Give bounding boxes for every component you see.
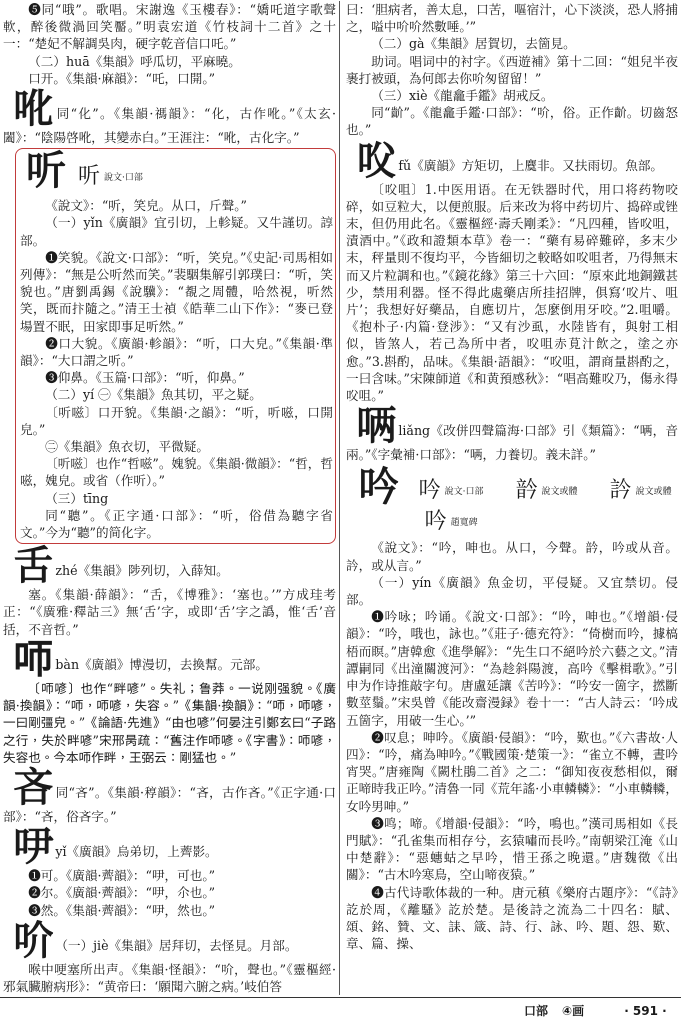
head-character: 舌: [13, 543, 54, 590]
radical-label: 口部: [524, 1004, 549, 1019]
paragraph: 〔㕮咀〕1.中医用语。在无铁器时代，用口将药物咬碎，如豆粒大，以便煎服。后来改为将中药切片、捣碎或锉末，但仍用此名。《靈樞經·壽夭剛柔》：“凡四種，皆㕮咀，漬酒中。”《政和證類本草》卷一：“藥有易碎難碎，多末少末，秤量則不復均平，今皆細切之較略如㕮咀者，乃得無末而又片粒調和也。”《鏡花緣》第三十六回：“原來此地銅鐵甚少，禁用利器。怪不得此處藥店所挂招牌，俱寫‘㕮片、咀片’；我想好好藥品，自應切片，怎麼倒用牙咬。”2.咀嚼。《抱朴子·内篇·登涉》：“又有沙虱，水陸皆有，與射工相似，皆煞人，若己為所中者，㕮咀赤莧汁飲之，塗之亦愈。”3.斟酌，品味。《集韻·語韻》：“㕮咀，謂商量斟酌之，一曰含味。”宋陳師道《和黄預感秋》：“唱高難㕮乃，傷永得㕮咀。”: [346, 181, 678, 404]
seal-form: 訡: [609, 478, 632, 504]
form-source: 說文或體: [635, 487, 672, 498]
paragraph: ❷尔。《廣韻·薺韻》：“吚，尒也。”: [28, 885, 216, 901]
paragraph: ❹古代诗歌体裁的一种。唐元稹《樂府古題序》：“《詩》訖於周，《離騷》訖於楚。是後詩之流為二十四名：賦、頌、銘、贊、文、誄、箴、詩、行、詠、吟、題、怨、歎、章、篇、操、: [346, 884, 678, 952]
entry-text: zhé《集韻》陟列切，入薛知。: [55, 563, 229, 579]
paragraph: ❶可。《廣韻·薺韻》：“吚，可也。”: [28, 868, 216, 884]
seal-source: 說文·口部: [104, 173, 143, 184]
form-source: 說文·口部: [444, 487, 484, 498]
character-forms: [346, 465, 678, 535]
clerical-form: 吟: [424, 509, 447, 535]
entry-text: yǐ《廣韻》烏弟切，上薺影。: [55, 844, 218, 860]
entry-text: bàn《廣韻》博漫切，去換幫。元部。: [55, 656, 268, 672]
entry-text: （一）jiè《集韻》居拜切，去怪見。月部。: [55, 937, 298, 953]
paragraph: （二）huā《集韻》呼瓜切，平麻曉。: [28, 53, 241, 69]
paragraph: ❸然。《集韻·薺韻》：“吚，然也。”: [28, 902, 216, 918]
head-character: 吪: [13, 86, 54, 133]
highlighted-entry-yin: [15, 148, 336, 544]
head-character: 㕮: [356, 137, 397, 184]
seal-form: 吟: [418, 478, 441, 504]
form-source: 說文或體: [541, 487, 578, 498]
stroke-label: ④画: [562, 1004, 585, 1019]
left-column: [3, 1, 339, 995]
head-character: 吚: [13, 824, 54, 871]
entry-lin: [3, 764, 336, 825]
entry-yi: [3, 824, 336, 919]
head-character: 𠯗: [13, 636, 54, 683]
entry-text: 同“吝”。《集韻·稕韻》：“吝，古作吝。”《正字通·口部》：“吝，俗吝字。”: [3, 784, 336, 824]
head-character: 吟: [358, 464, 399, 511]
paragraph: 〔𠯗喭〕也作“畔喭”。失礼；鲁莽。一说刚强貌。《廣韻·換韻》：“𠯗，𠯗喭，失容。”《集韻·換韻》：“𠯗，𠯗喭，一曰剛彊皃。”《論語·先進》“由也喭”何晏注引鄭玄曰“子路之行，失於畔喭”宋邢昺疏：“舊注作𠯗喭。《字書》：𠯗喭，失容也。今本𠯗作畔，王弼云：剛猛也。”: [3, 680, 336, 765]
paragraph: ❷口大貌。《廣韻·軫韻》：“听，口大皃。”《集韻·準韻》：“大口謂之听。”: [20, 335, 333, 369]
paragraph: （一）yín《廣韻》魚金切，平侵疑。又宜禁切。侵部。: [346, 574, 678, 608]
seal-form: 䪩: [515, 478, 538, 504]
entry-ban: [3, 636, 336, 766]
paragraph: （二）yí ㊀《集韻》魚其切，平之疑。: [45, 387, 262, 403]
paragraph: ❺同“哦”。歌唱。宋謝逸《玉樓春》：“嬌吒道字歌聲軟，醉後微渦回笑靨。”明袁宏道《竹枝詞十二首》之十一：“楚妃不解調吳肉，硬字乾音信口吒。”: [3, 2, 336, 52]
paragraph: 〔听嗞〕也作“哲嗞”。媿貌。《集韻·微韻》：“哲，哲嗞，媿皃。或省（作听）。”: [20, 456, 333, 489]
entry-text: 同“化”。《集韻·禡韻》：“化，古作吪。”《太玄·闔》：“陰陽啓吪，其變赤白。”王涯注：“吪，古化字。”: [3, 106, 336, 146]
entry-fu: [346, 137, 678, 405]
form-source: 趙寬碑: [450, 518, 478, 529]
paragraph: 〔听嗞〕口开貌。《集韻·之韻》：“听，听嗞，口開皃。”: [20, 404, 333, 437]
head-character: 吝: [13, 764, 54, 811]
paragraph: 塞。《集韻·薛韻》：“舌，《博雅》：‘塞也。’”方成珪考正：“《廣雅·釋詁三》無‘舌’字，或即‘舌’字之譌，惟‘舌’音括，不音哲。”: [3, 587, 336, 637]
paragraph: （三）xiè《龍龕手鑑》胡戒反。: [371, 88, 554, 104]
right-column: [339, 1, 678, 995]
paragraph: 口开。《集韻·麻韻》：“吒，口開。”: [28, 70, 216, 86]
seal-script-form: 听: [78, 164, 101, 190]
head-character: 吤: [13, 917, 54, 964]
paragraph: ❶吟咏；吟诵。《說文·口部》：“吟，呻也。”《增韻·侵韻》：“吟，哦也，詠也。”《莊子·德充符》：“倚樹而吟，據槁梧而瞑。”唐韓愈《進學解》：“先生口不絕吟於六藝之文。”清譚嗣同《出潼關渡河》：“為趁斜陽渡，高吟《擊楫歌》。”引申为作诗推敲字句。唐盧延讓《苦吟》：“吟安一箇字，撚斷數莖鬚。”宋吳曾《能改齋漫録》卷十一：“古人詩云：‘吟成五箇字，用破一生心。’”: [346, 609, 678, 728]
paragraph: （一）yǐn《廣韻》宜引切，上軫疑。又牛謹切。諄部。: [20, 215, 333, 248]
paragraph: （二）gà《集韻》居賀切，去箇見。: [371, 36, 576, 52]
paragraph: 曰：‘胆病者，善太息，口苦，嘔宿汁，心下淡淡，恐人將捕之，嗌中吤吤然數唾。’”: [346, 2, 678, 35]
entry-text: liǎng《改併四聲篇海·口部》引《類篇》：“唡，音兩。”《字彙補·口部》：“唡，力養切。義未詳。”: [346, 423, 678, 463]
entry-text: fǔ《廣韻》方矩切，上麌非。又扶雨切。魚部。: [398, 157, 664, 173]
head-character: 听: [26, 148, 66, 195]
paragraph: 《說文》：“听，笑皃。从口，斤聲。”: [45, 198, 247, 214]
paragraph: 同“聽”。《正字通·口部》：“听，俗借為聽字省文。”今为“聽”的简化字。: [20, 507, 333, 541]
paragraph: （三）tīng: [45, 490, 109, 506]
page-number: · 591 ·: [624, 1004, 667, 1019]
entry-liang: [346, 403, 678, 463]
paragraph: ❸鸣；啼。《增韻·侵韻》：“吟，鳴也。”漢司馬相如《長門賦》：“孔雀集而相存兮，玄猿嘯而長吟。”南朝梁江淹《山中楚辭》：“惡蟪蛄之早吟，惜王孫之晚還。”唐魏徵《出關》：“古木吟寒鳥，空山啼夜猿。”: [346, 815, 678, 883]
entry-zhe: [3, 543, 336, 638]
paragraph: ㊁《集韻》魚衣切，平微疑。: [45, 439, 209, 455]
paragraph: 同“齘”。《龍龕手鑑·口部》：“吤，俗。正作齘。切齒怒也。”: [346, 105, 678, 138]
entry-jie: [3, 917, 336, 995]
paragraph: 助词。唱词中的衬字。《西遊補》第十二回：“姐兒半夜裹打被頭，為何郎去你吤匆留留！”: [346, 53, 678, 86]
entry-yin2: [346, 465, 678, 952]
paragraph: 喉中哽塞所出声。《集韻·怪韻》：“吤，聲也。”《靈樞經·邪氣臟腑病形》：“黄帝曰：‘願聞六腑之病。’岐伯答: [3, 961, 336, 994]
page-footer: [0, 998, 681, 1025]
paragraph: ❸仰鼻。《玉篇·口部》：“听，仰鼻。”: [45, 370, 245, 386]
paragraph: ❷叹息；呻吟。《廣韻·侵韻》：“吟，歎也。”《六書故·人四》：“吟，痛為呻吟。”《戰國策·楚策一》：“雀立不轉，晝吟宵哭。”唐雍陶《闕杜鵑二首》之二：“御知夜夜愁相似，爾正啼時我正吟。”清魯一同《荒年謠·小車轔轔》：“小車轔轔，女吟男呻。”: [346, 729, 678, 814]
entry-hua: [3, 86, 336, 146]
paragraph: 《說文》：“吟，呻也。从口，今聲。䪩，吟或从音。訡，或从言。”: [346, 540, 678, 573]
paragraph: ❶笑貌。《說文·口部》：“听，笑皃。”《史記·司馬相如列傳》：“無是公听然而笑。”裴駰集解引郭璞曰：“听，笑貌也。”唐劉禹錫《說驥》：“覩之周體，哈然視，听然笑，既而抃隨之。”清王士禎《皓華二山下作》：“麥已登場置不眠，田家即事足听然。”: [20, 249, 333, 334]
head-character: 唡: [356, 403, 397, 450]
